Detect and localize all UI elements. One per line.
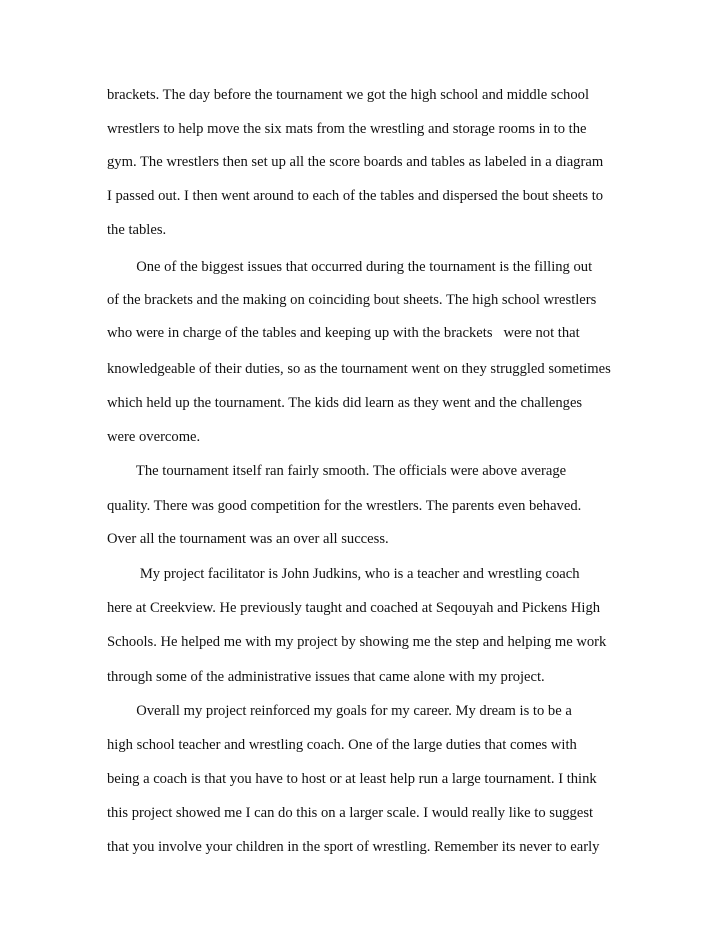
- text-line: through some of the administrative issues that came alone with my project.: [107, 669, 545, 685]
- text-line: gym. The wrestlers then set up all the score boards and tables as labeled in a diagram: [107, 154, 604, 170]
- text-line: were overcome.: [107, 429, 201, 445]
- text-line: Over all the tournament was an over all success.: [107, 531, 389, 547]
- text-line: wrestlers to help move the six mats from the wrestling and storage rooms in to the: [107, 121, 587, 137]
- text-line: here at Creekview. He previously taught and coached at Seqouyah and Pickens High: [107, 600, 601, 616]
- text-line: brackets. The day before the tournament we got the high school and middle school: [107, 87, 589, 103]
- text-line: I passed out. I then went around to each of the tables and dispersed the bout sheets to: [107, 188, 604, 204]
- text-line: high school teacher and wrestling coach. One of the large duties that comes with: [107, 737, 577, 753]
- text-line: this project showed me I can do this on a larger scale. I would really like to suggest: [107, 805, 594, 821]
- text-line: Schools. He helped me with my project by showing me the step and helping me work: [107, 634, 607, 650]
- text-line: My project facilitator is John Judkins, who is a teacher and wrestling coach: [107, 566, 580, 582]
- text-line: which held up the tournament. The kids did learn as they went and the challenges: [107, 395, 583, 411]
- text-line: the tables.: [107, 222, 167, 238]
- text-line: The tournament itself ran fairly smooth. The officials were above average: [107, 463, 567, 479]
- text-line: being a coach is that you have to host or at least help run a large tournament. I think: [107, 771, 597, 787]
- text-line: that you involve your children in the sport of wrestling. Remember its never to early: [107, 839, 600, 855]
- text-line: One of the biggest issues that occurred during the tournament is the filling out: [107, 259, 593, 275]
- text-line: Overall my project reinforced my goals for my career. My dream is to be a: [107, 703, 572, 719]
- text-line: quality. There was good competition for the wrestlers. The parents even behaved.: [107, 498, 582, 514]
- text-line: knowledgeable of their duties, so as the tournament went on they struggled sometimes: [107, 361, 611, 377]
- text-line: of the brackets and the making on coinciding bout sheets. The high school wrestlers: [107, 292, 597, 308]
- text-line: who were in charge of the tables and keeping up with the brackets were not that: [107, 325, 580, 341]
